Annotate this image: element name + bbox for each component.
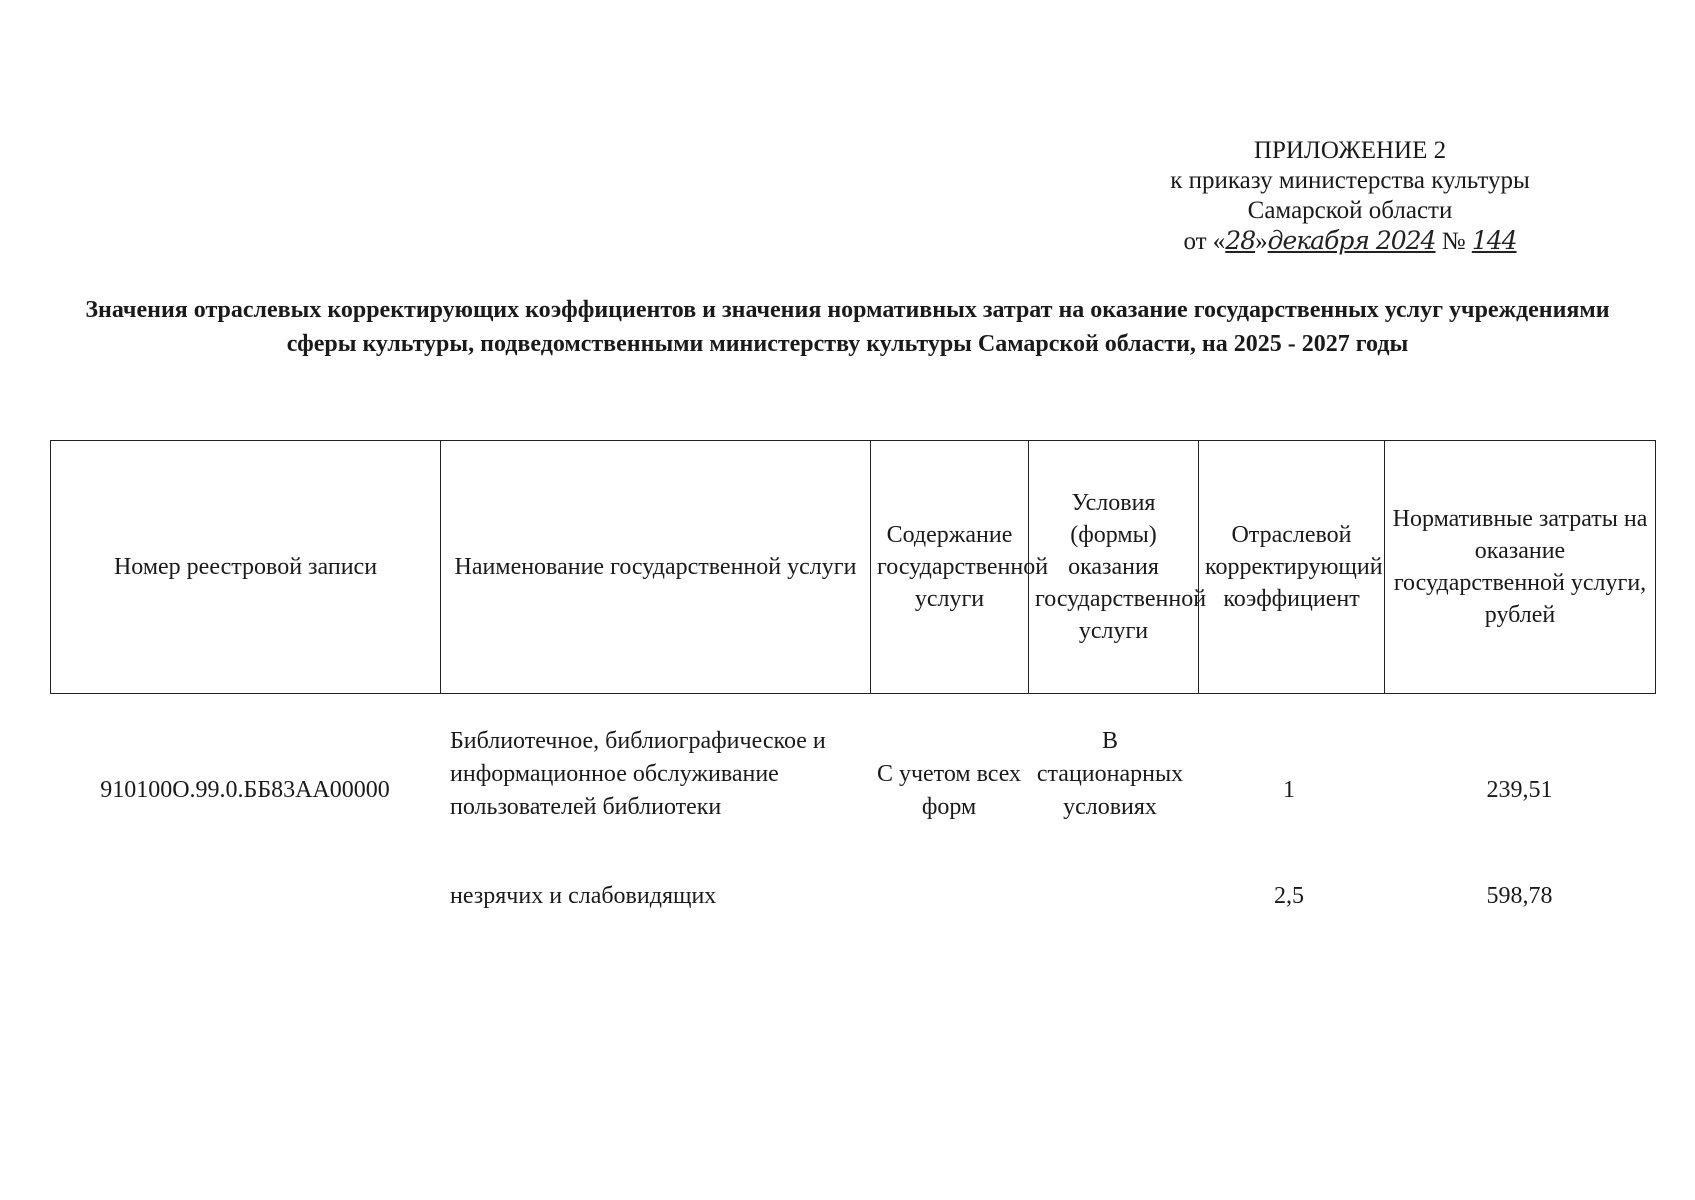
- handwritten-day: 28: [1225, 226, 1256, 255]
- appendix-region-line: Самарской области: [1247, 197, 1453, 224]
- cell-service-name: Библиотечное, библиографическое и информационное обслуживание пользователей библиотеки: [450, 728, 826, 820]
- header-registry-number: Номер реестровой записи: [51, 441, 441, 694]
- number-label: №: [1441, 228, 1466, 255]
- header-row: [51, 441, 1656, 694]
- cell-normative-cost: 239,51: [1486, 777, 1553, 803]
- cell-registry: 910100О.99.0.ББ83АА00000: [100, 777, 390, 803]
- cell-coefficient: 2,5: [1274, 883, 1304, 909]
- table-row: [50, 725, 1655, 875]
- appendix-block: [1080, 136, 1620, 257]
- header-table: [50, 440, 1656, 694]
- table-body: [50, 725, 1655, 930]
- handwritten-number: 144: [1471, 226, 1517, 255]
- date-prefix: от «: [1183, 228, 1226, 255]
- cell-normative-cost: 598,78: [1486, 883, 1553, 909]
- cell-service-content: С учетом всех форм: [876, 761, 1022, 820]
- document-title: Значения отраслевых корректирующих коэффициентов и значения нормативных затрат на оказание государственных услуг учреждениями сферы культуры, подведомственными министерству культуры Самарской области, на 2025 - 2027 годы: [85, 297, 1610, 357]
- date-separator: »: [1255, 228, 1268, 255]
- header-normative-cost: Нормативные затраты на оказание государственной услуги, рублей: [1385, 441, 1656, 694]
- header-service-conditions: Условия (формы) оказания государственной услуги: [1029, 441, 1199, 694]
- appendix-order-line: к приказу министерства культуры: [1170, 167, 1530, 194]
- appendix-label: ПРИЛОЖЕНИЕ 2: [1253, 137, 1447, 164]
- header-service-name: Наименование государственной услуги: [441, 441, 871, 694]
- header-coefficient: Отраслевой корректирующий коэффициент: [1199, 441, 1385, 694]
- handwritten-month-year: декабря 2024: [1267, 226, 1436, 255]
- cell-coefficient: 1: [1283, 777, 1295, 803]
- cell-service-conditions: В стационарных условиях: [1036, 728, 1184, 820]
- appendix-date-line: [1080, 226, 1620, 257]
- table-row: [50, 880, 1655, 930]
- cell-service-name: незрячих и слабовидящих: [450, 883, 717, 909]
- header-service-content: Содержание государственной услуги: [871, 441, 1029, 694]
